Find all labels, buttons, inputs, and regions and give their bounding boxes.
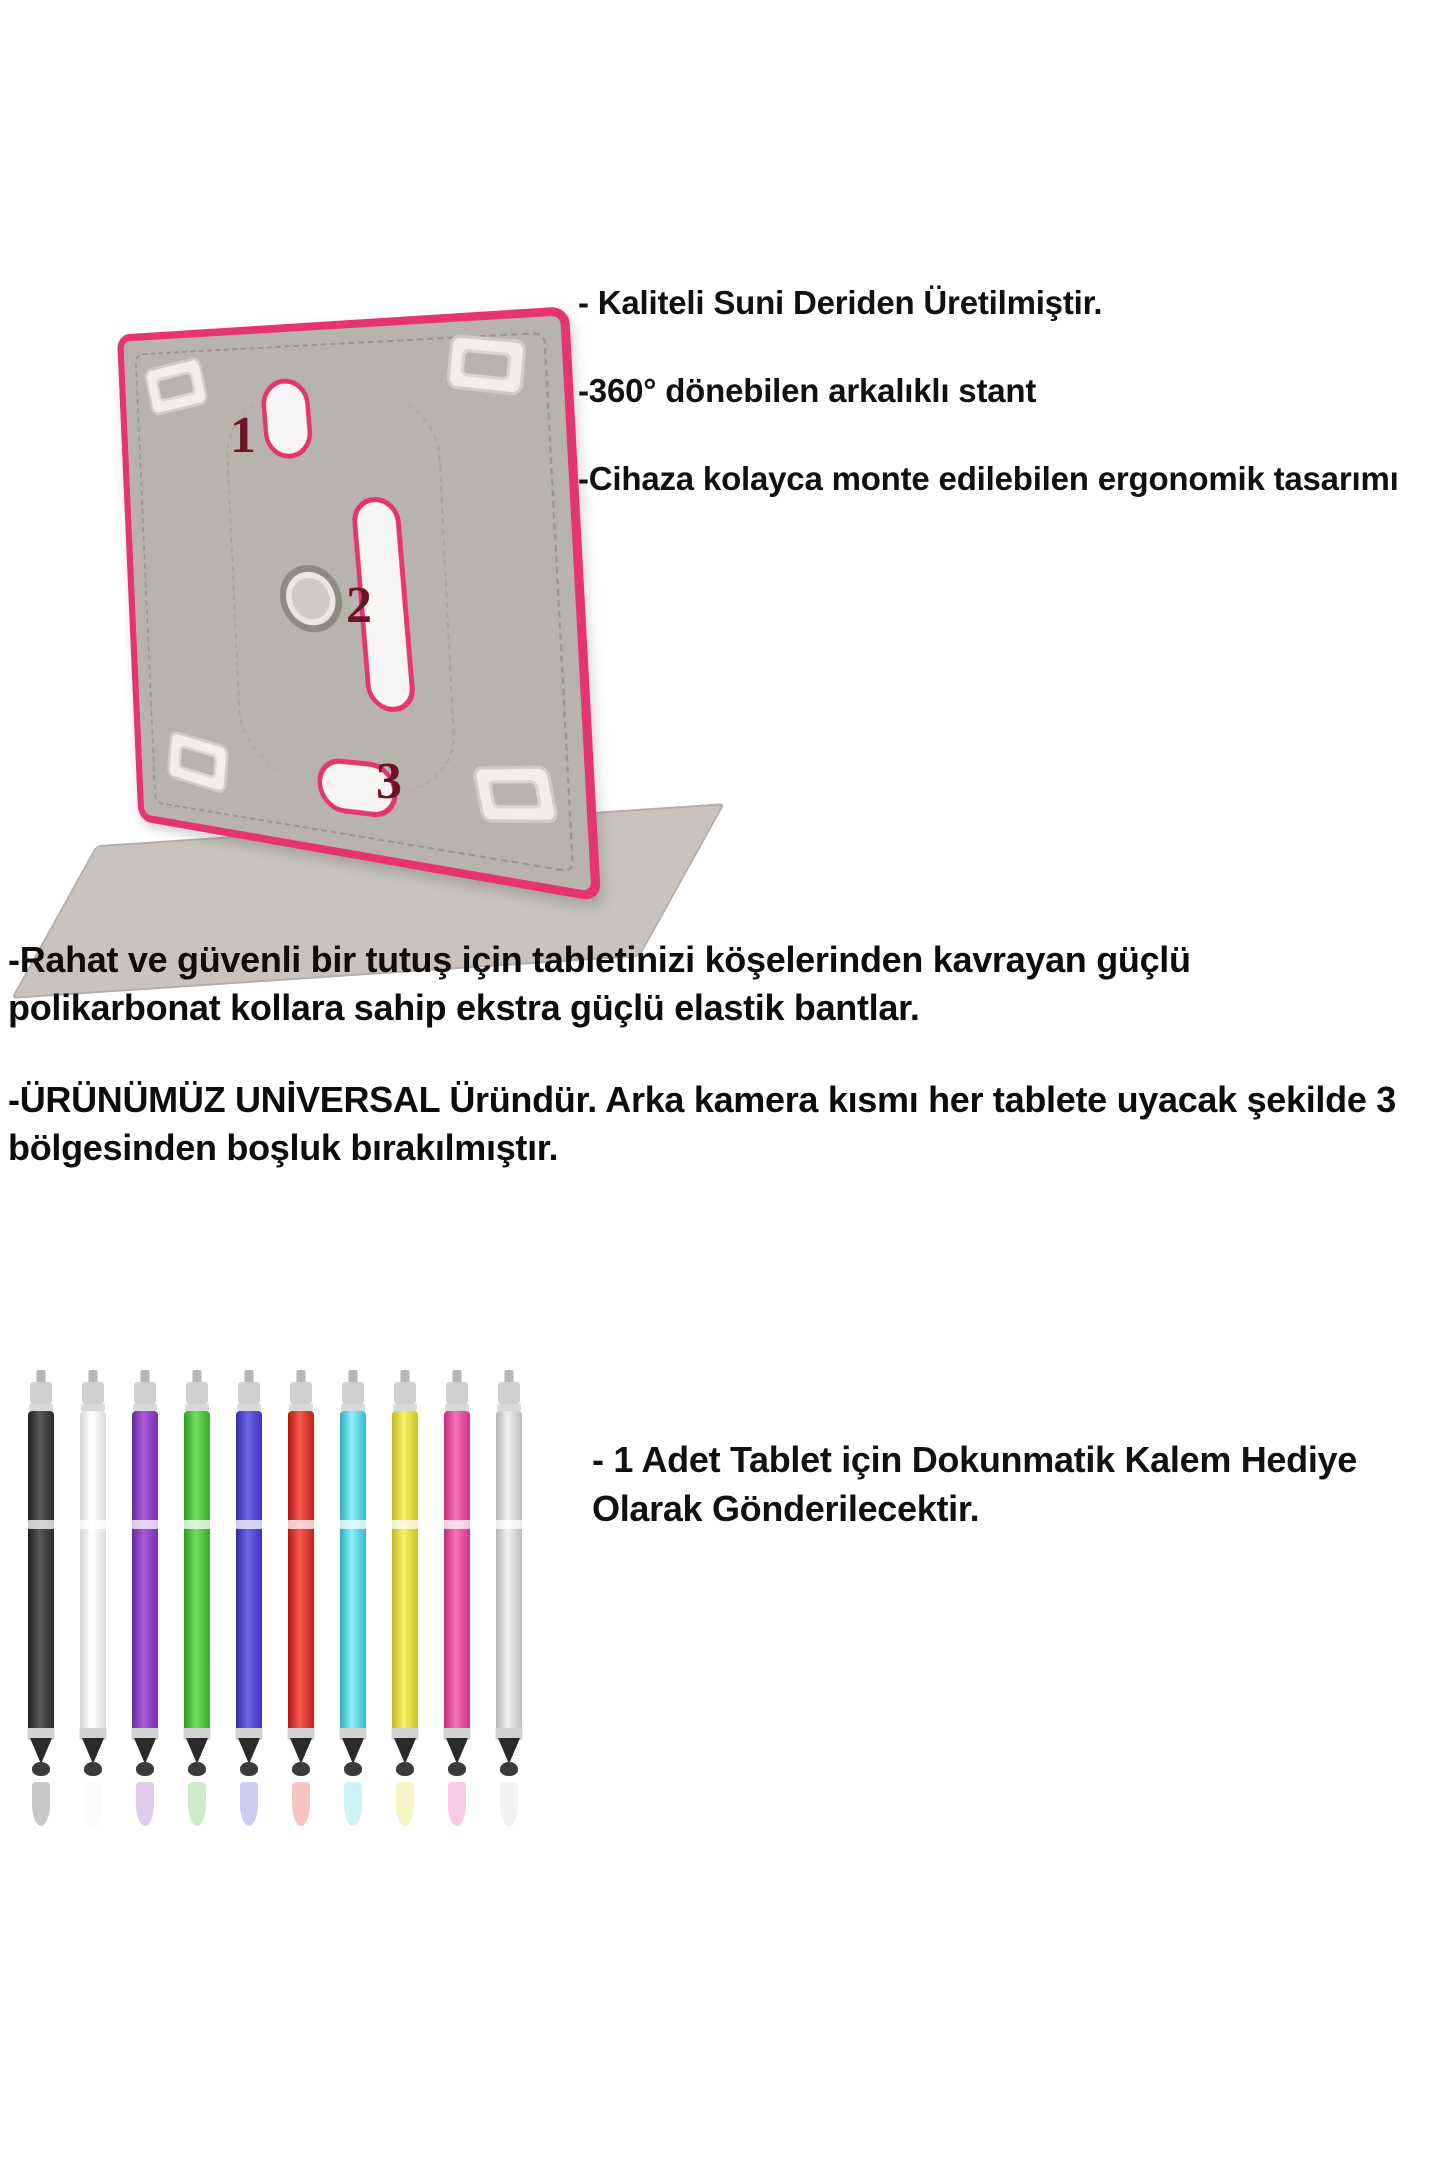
stylus-pen bbox=[434, 1370, 480, 1800]
camera-hole-number-3: 3 bbox=[376, 753, 402, 810]
stylus-pen bbox=[382, 1370, 428, 1800]
gift-stylus-note: - 1 Adet Tablet için Dokunmatik Kalem Hediye Olarak Gönderilecektir. bbox=[592, 1439, 1357, 1529]
paragraph-elastic-bands: -Rahat ve güvenli bir tutuş için tabletinizi köşelerinden kavrayan güçlü polikarbonat kollara sahip ekstra güçlü elastik bantlar. bbox=[8, 939, 1191, 1028]
stylus-pen bbox=[226, 1370, 272, 1800]
feature-item-2: -360° dönebilen arkalıklı stant bbox=[578, 372, 1037, 410]
stylus-pen bbox=[18, 1370, 64, 1800]
feature-list bbox=[578, 282, 1408, 547]
camera-hole-number-2: 2 bbox=[346, 577, 372, 634]
stylus-pen bbox=[70, 1370, 116, 1800]
stylus-pen bbox=[330, 1370, 376, 1800]
description-paragraphs bbox=[8, 900, 1408, 1216]
stylus-pen bbox=[174, 1370, 220, 1800]
stylus-pens-image bbox=[18, 1370, 578, 1850]
feature-item-3: -Cihaza kolayca monte edilebilen ergonomik tasarımı bbox=[578, 460, 1399, 498]
corner-clip-top-right bbox=[446, 334, 527, 397]
top-section bbox=[0, 0, 1440, 900]
paragraph-universal-fit: -ÜRÜNÜMÜZ UNİVERSAL Üründür. Arka kamera kısmı her tablete uyacak şekilde 3 bölgesinden boşluk bırakılmıştır. bbox=[8, 1078, 1396, 1168]
feature-item-1: - Kaliteli Suni Deriden Üretilmiştir. bbox=[578, 284, 1103, 321]
corner-clip-bottom-right bbox=[472, 765, 560, 823]
stylus-pen bbox=[278, 1370, 324, 1800]
bottom-section bbox=[0, 1330, 1440, 1930]
stylus-pen bbox=[122, 1370, 168, 1800]
camera-hole-number-1: 1 bbox=[230, 407, 256, 464]
stylus-pen bbox=[486, 1370, 532, 1800]
